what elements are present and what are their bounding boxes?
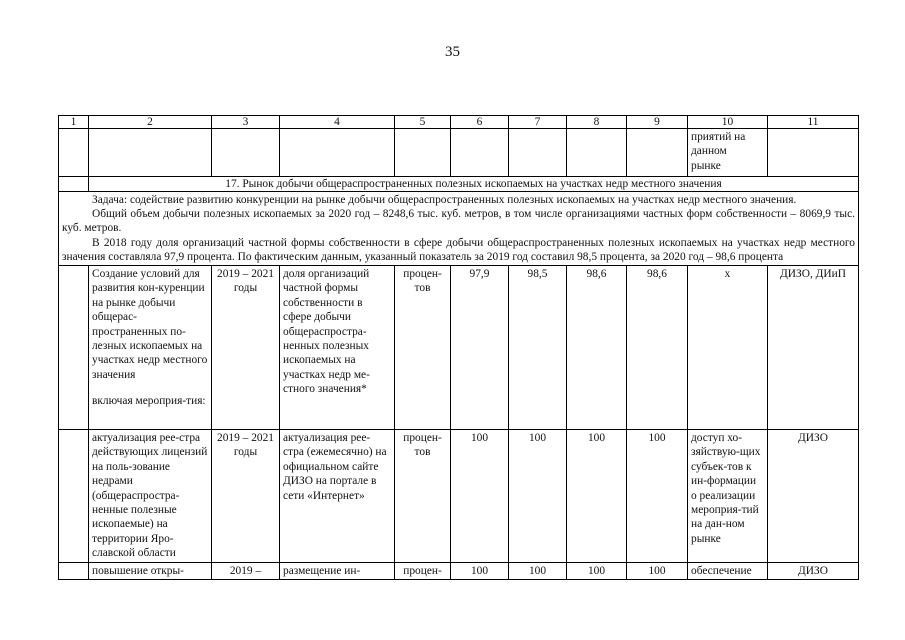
table-cell — [567, 129, 627, 177]
table-cell — [59, 430, 89, 563]
header-cell: 1 — [59, 116, 89, 129]
measure-cell: повышение откры- — [89, 562, 212, 579]
value-cell: 100 — [567, 562, 627, 579]
value-cell: 98,6 — [627, 266, 688, 430]
header-cell: 3 — [212, 116, 280, 129]
table-cell — [59, 129, 89, 177]
spacer — [92, 382, 208, 394]
table-row — [59, 562, 859, 579]
table-cell — [59, 266, 89, 430]
share-paragraph: В 2018 году доля организаций частной формы собственности в сфере добычи общераспространенных полезных ископаемых на участках недр местного значения составляла 97,9 процента. По фактическим данным, указанный показатель за 2019 год составил 98,5 процента, за 2020 год – 98,6 процента — [62, 236, 855, 263]
responsible-cell: ДИЗО, ДИиП — [768, 266, 859, 430]
measure-cell — [89, 266, 212, 430]
header-cell: 7 — [509, 116, 567, 129]
unit-cell: процен-тов — [395, 430, 451, 563]
result-cell: доступ хо-зяйствую-щих субъек-тов к ин-формации о реализации мероприя-тий на дан-ном рынке — [688, 430, 768, 563]
prose-row — [59, 192, 859, 266]
measure-text: Создание условий для развития кон-куренции на рынке добычи общерас-пространенных по-лезных ископаемых на участках недр местного значения — [92, 268, 208, 381]
header-cell: 8 — [567, 116, 627, 129]
period-cell: 2019 – — [212, 562, 280, 579]
table-cell — [509, 129, 567, 177]
prose-block — [59, 192, 859, 266]
volume-paragraph: Общий объем добычи полезных ископаемых за 2020 год – 8248,6 тыс. куб. метров, в том числе организациями частных форм собственности – 8069,9 тыс. куб. метров. — [62, 208, 855, 235]
header-cell: 10 — [688, 116, 768, 129]
table-row — [59, 266, 859, 430]
table-cell — [451, 129, 509, 177]
section-row — [59, 177, 859, 192]
result-cell: х — [688, 266, 768, 430]
measure-cell: актуализация рее-стра действующих лицензий на поль-зование недрами (общераспростра-ненные полезные ископаемые) на территории Яро-славской области — [89, 430, 212, 563]
header-cell: 4 — [280, 116, 395, 129]
header-cell: 5 — [395, 116, 451, 129]
unit-cell: процен- — [395, 562, 451, 579]
period-cell: 2019 – 2021 годы — [212, 266, 280, 430]
value-cell: 98,6 — [567, 266, 627, 430]
table-row — [59, 430, 859, 563]
table-cell — [627, 129, 688, 177]
responsible-cell: ДИЗО — [768, 562, 859, 579]
responsible-cell: ДИЗО — [768, 430, 859, 563]
result-cell: приятий на данном рынке — [688, 129, 768, 177]
value-cell: 100 — [627, 430, 688, 563]
table-cell — [59, 562, 89, 579]
table-cell — [280, 129, 395, 177]
header-cell: 9 — [627, 116, 688, 129]
value-cell: 98,5 — [509, 266, 567, 430]
header-cell: 11 — [768, 116, 859, 129]
indicator-cell: доля организаций частной формы собственности в сфере добычи общераспростра-ненных полезных ископаемых на участках недр ме-стного значения* — [280, 266, 395, 430]
measure-note: включая мероприя-тия: — [92, 395, 206, 408]
continuation-row — [59, 129, 859, 177]
value-cell: 97,9 — [451, 266, 509, 430]
table-cell — [768, 129, 859, 177]
value-cell: 100 — [509, 562, 567, 579]
indicator-cell: размещение ин- — [280, 562, 395, 579]
unit-cell: процен-тов — [395, 266, 451, 430]
header-cell: 6 — [451, 116, 509, 129]
indicator-cell: актуализация рее-стра (ежемесячно) на официальном сайте ДИЗО на портале в сети «Интернет» — [280, 430, 395, 563]
period-cell: 2019 – 2021 годы — [212, 430, 280, 563]
header-cell: 2 — [89, 116, 212, 129]
value-cell: 100 — [509, 430, 567, 563]
page-number: 35 — [445, 44, 460, 60]
value-cell: 100 — [627, 562, 688, 579]
task-paragraph: Задача: содействие развитию конкуренции на рынке добычи общераспространенных полезных ископаемых на участках недр местного значения. — [92, 194, 797, 206]
value-cell: 100 — [567, 430, 627, 563]
value-cell: 100 — [451, 430, 509, 563]
result-cell: обеспечение — [688, 562, 768, 579]
table-cell — [59, 177, 89, 192]
measures-table — [58, 115, 859, 580]
column-number-row — [59, 116, 859, 129]
value-cell: 100 — [451, 562, 509, 579]
table-cell — [212, 129, 280, 177]
section-title: 17. Рынок добычи общераспространенных полезных ископаемых на участках недр местного значения — [89, 177, 859, 192]
table-cell — [89, 129, 212, 177]
table-cell — [395, 129, 451, 177]
